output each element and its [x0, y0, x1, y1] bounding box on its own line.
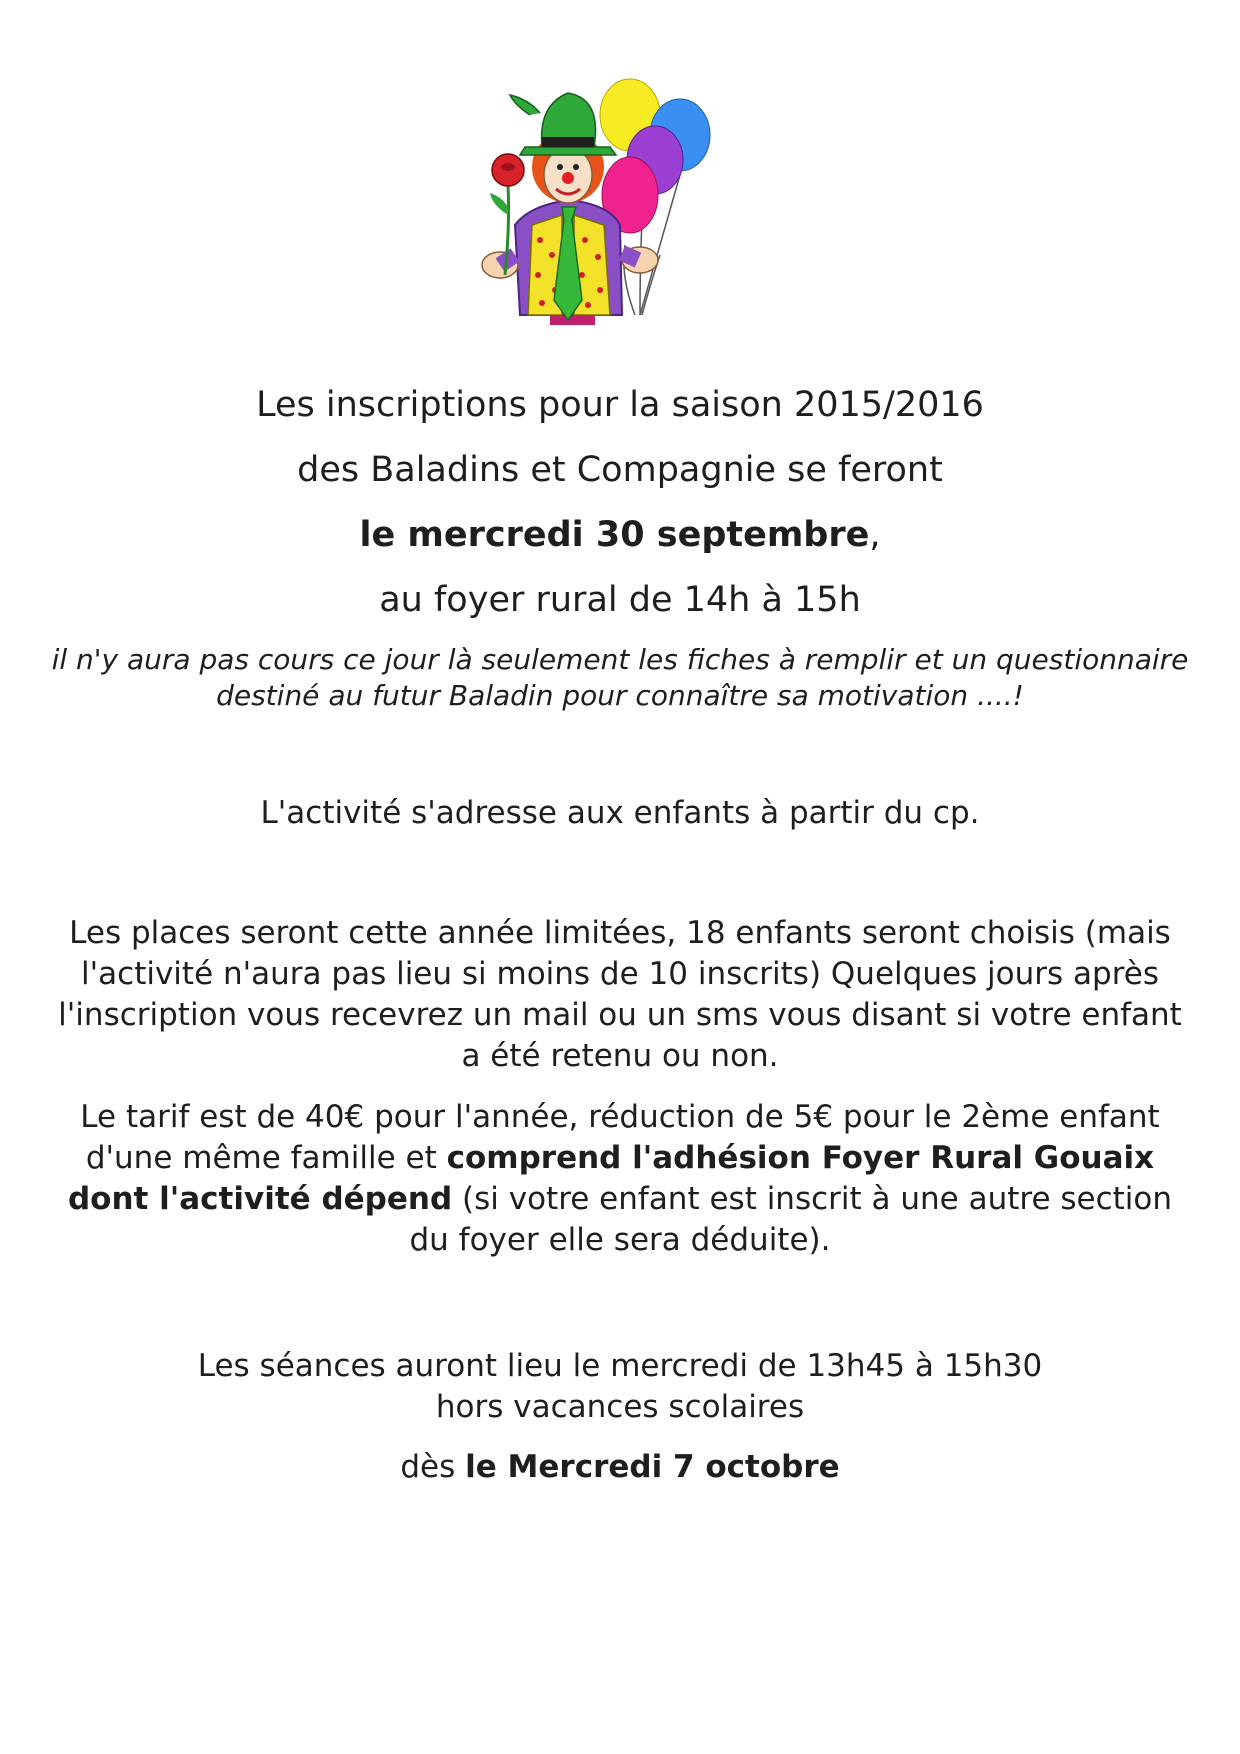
pricing-line-1: Le tarif est de 40€ pour l'année, réduction de 5€ pour le 2ème enfant — [80, 1099, 1160, 1135]
places-line-1: Les places seront cette année limitées, 18 enfants seront choisis (mais — [69, 915, 1171, 951]
pricing-line-4: du foyer elle sera déduite). — [409, 1222, 831, 1258]
sessions-line-1: Les séances auront lieu le mercredi de 13h45 à 15h30 — [197, 1348, 1043, 1384]
membership-highlight: comprend l'adhésion Foyer Rural Gouaix — [446, 1140, 1155, 1176]
places-line-3: l'inscription vous recevrez un mail ou un sms vous disant si votre enfant — [58, 997, 1182, 1033]
announcement-line-1: Les inscriptions pour la saison 2015/2016 — [256, 385, 984, 425]
sessions-line-2: hors vacances scolaires — [435, 1389, 805, 1425]
places-line-2: l'activité n'aura pas lieu si moins de 10 inscrits) Quelques jours après — [81, 956, 1159, 992]
note-line-1: il n'y aura pas cours ce jour là seulement les fiches à remplir et un questionnaire — [51, 643, 1189, 676]
sessions-start: dès le Mercredi 7 octobre — [400, 1449, 840, 1485]
announcement-line-4: au foyer rural de 14h à 15h — [379, 580, 861, 620]
dependency-highlight: dont l'activité dépend — [67, 1181, 453, 1217]
announcement-date: le mercredi 30 septembre, — [359, 515, 881, 555]
note-line-2: destiné au futur Baladin pour connaître sa motivation ....! — [216, 679, 1024, 712]
pricing-line-2: d'une même famille et comprend l'adhésion Foyer Rural Gouaix — [85, 1140, 1155, 1176]
clown-illustration — [470, 75, 770, 365]
clown-hat — [520, 147, 616, 155]
pricing-line-3: dont l'activité dépend (si votre enfant est inscrit à une autre section — [67, 1181, 1173, 1217]
announcement-line-2: des Baladins et Compagnie se feront — [297, 450, 943, 490]
clown-nose — [562, 172, 574, 184]
start-date: le Mercredi 7 octobre — [465, 1449, 840, 1485]
registration-date: le mercredi 30 septembre — [359, 515, 870, 555]
audience-text: L'activité s'adresse aux enfants à partir du cp. — [260, 795, 980, 831]
places-line-4: a été retenu ou non. — [461, 1038, 779, 1074]
